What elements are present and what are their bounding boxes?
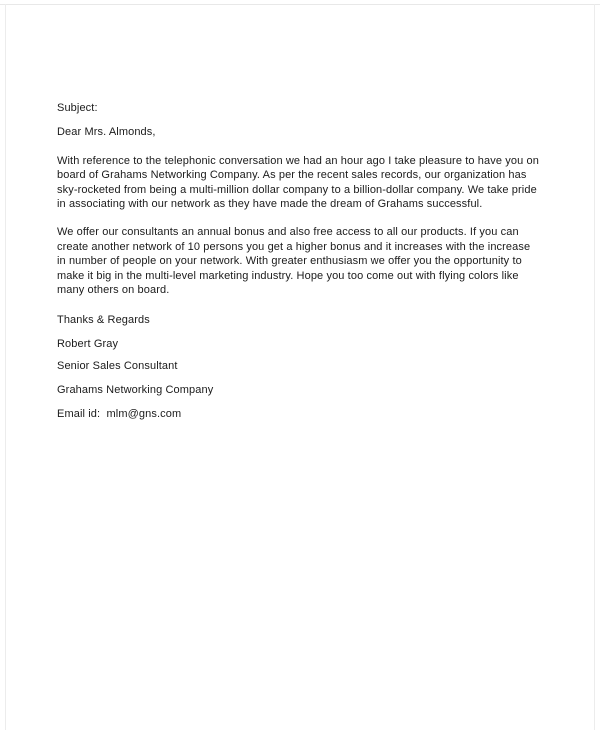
page-right-edge-line xyxy=(594,4,595,730)
email-label: Email id: xyxy=(57,408,101,421)
closing-line: Thanks & Regards xyxy=(57,314,150,327)
page-left-edge-line xyxy=(5,4,6,730)
body-paragraph-1: With reference to the telephonic conversation we had an hour ago I take pleasure to have you on board of Grahams Networking Company. As per the recent sales records, our organization has sky-rocketed from being a multi-million dollar company to a billion-dollar company. We take pride in associating with our network as they have made the dream of Grahams successful. xyxy=(57,154,539,211)
signature-title: Senior Sales Consultant xyxy=(57,360,178,373)
signature-email-row xyxy=(57,407,539,421)
email-value: mlm@gns.com xyxy=(106,408,182,421)
signature-company: Grahams Networking Company xyxy=(57,384,214,397)
body-paragraph-2: We offer our consultants an annual bonus and also free access to all our products. If you can create another network of 10 persons you get a higher bonus and it increases with the increase in number of people on your network. With greater enthusiasm we offer you the opportunity to make it big in the multi-level marketing industry. Hope you too come out with flying colors like many others on board. xyxy=(57,226,531,297)
signature-name: Robert Gray xyxy=(57,338,119,351)
letter-body xyxy=(57,101,539,422)
salutation: Dear Mrs. Almonds, xyxy=(57,126,156,139)
subject-label: Subject: xyxy=(57,102,98,114)
page-top-edge-line xyxy=(0,4,600,5)
